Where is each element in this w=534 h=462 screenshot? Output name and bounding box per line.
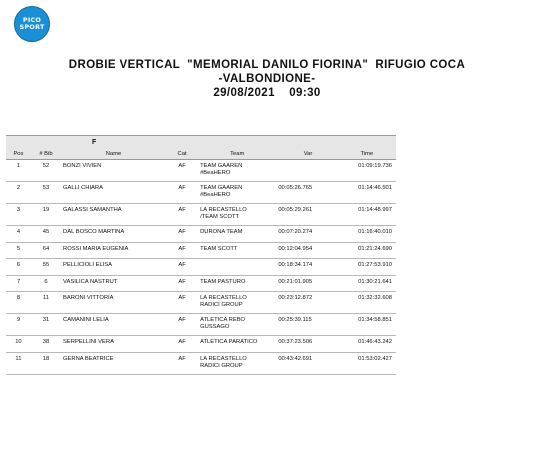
cell-var: 00:43:42.691 [276,352,339,374]
cell-bib: 53 [31,182,61,204]
cell-var: 00:21:01.905 [276,275,339,292]
cell-cat: AF [166,259,198,276]
cell-pos: 7 [6,275,31,292]
team-line: ATLETICA REBO [200,317,246,323]
team-line: #BeaHERO [200,170,231,176]
cell-bib: 64 [31,242,61,259]
col-header-team: Team [198,149,276,160]
cell-time: 01:14:48.997 [340,204,396,226]
cell-time: 01:30:21.641 [340,275,396,292]
cell-var: 00:23:12.872 [276,292,339,314]
cell-team [198,204,276,226]
team-line: LA RECASTELLO [200,207,247,213]
cell-time: 01:16:40.010 [340,226,396,243]
col-header-var: Var [276,149,339,160]
col-header-time: Time [340,149,396,160]
cell-var: 00:05:26.765 [276,182,339,204]
cell-cat: AF [166,226,198,243]
cell-cat: AF [166,182,198,204]
cell-name: DAL BOSCO MARTINA [61,226,166,243]
cell-var: 00:18:34.174 [276,259,339,276]
cell-time: 01:21:24.690 [340,242,396,259]
cell-var: 00:37:23.506 [276,336,339,353]
team-line: LA RECASTELLO [200,355,247,362]
cell-name: BONZI VIVIEN [61,160,166,182]
cell-team [198,242,276,259]
team-line: DURONA TEAM [200,229,243,235]
team-line: GUSSAGO [200,324,230,330]
cell-name: GALLI CHIARA [61,182,166,204]
cell-var: 00:25:39.115 [276,314,339,336]
cell-name: VASILICA NASTRUT [61,275,166,292]
gender-group-row [6,136,396,150]
cell-name: BARONI VITTORIA [61,292,166,314]
cell-pos: 1 [6,160,31,182]
cell-cat: AF [166,352,198,374]
cell-time: 01:34:58.851 [340,314,396,336]
cell-team [198,275,276,292]
team-line: RADICI GROUP [200,362,243,369]
team-line: TEAM GAAREN [200,185,243,191]
cell-cat: AF [166,336,198,353]
table-row [6,160,396,182]
cell-pos: 8 [6,292,31,314]
team-line: /TEAM SCOTT [200,214,240,220]
results-body [6,160,396,375]
table-row [6,336,396,353]
team-line: ATLETICA PARATICO [200,339,258,345]
cell-time: 01:14:46.501 [340,182,396,204]
cell-name: GERNA BEATRICE [61,352,166,374]
cell-cat: AF [166,292,198,314]
cell-time: 01:32:32.608 [340,292,396,314]
cell-pos: 6 [6,259,31,276]
table-row [6,226,396,243]
cell-bib: 19 [31,204,61,226]
cell-team [198,352,276,374]
col-header-name: Name [61,149,166,160]
cell-var: 00:07:20.274 [276,226,339,243]
team-line: TEAM GAAREN [200,163,243,169]
pico-sport-logo [14,6,50,42]
col-header-bib: # Bib [31,149,61,160]
gender-label: F [6,136,396,150]
table-row [6,292,396,314]
cell-cat: AF [166,242,198,259]
table-row [6,352,396,374]
cell-time: 01:27:53.910 [340,259,396,276]
cell-team [198,259,276,276]
cell-team [198,160,276,182]
cell-bib: 18 [31,352,61,374]
event-title: DROBIE VERTICAL "MEMORIAL DANILO FIORINA" RIFUGIO COCA [68,59,466,71]
cell-bib: 31 [31,314,61,336]
cell-pos: 11 [6,352,31,374]
cell-bib: 11 [31,292,61,314]
cell-pos: 9 [6,314,31,336]
cell-cat: AF [166,314,198,336]
cell-pos: 5 [6,242,31,259]
cell-time: 01:09:19.736 [340,160,396,182]
cell-bib: 38 [31,336,61,353]
team-line: TEAM PASTURO [200,278,246,285]
cell-name: PELLICIOLI ELISA [61,259,166,276]
table-row [6,259,396,276]
cell-pos: 10 [6,336,31,353]
table-header-row [6,149,396,160]
cell-name: GALASSI SAMANTHA [61,204,166,226]
cell-time: 01:53:02.427 [340,352,396,374]
cell-team [198,292,276,314]
cell-pos: 4 [6,226,31,243]
cell-var: 00:12:04.954 [276,242,339,259]
table-row [6,275,396,292]
event-location: -VALBONDIONE- [218,73,316,85]
cell-var [276,160,339,182]
cell-bib: 52 [31,160,61,182]
team-line: TEAM SCOTT [200,245,238,252]
cell-team [198,314,276,336]
logo-text-line2: SPORT [19,23,45,31]
cell-bib: 55 [31,259,61,276]
cell-bib: 6 [31,275,61,292]
table-row [6,182,396,204]
logo-text-line1: PICO [22,16,42,24]
cell-pos: 3 [6,204,31,226]
cell-team [198,336,276,353]
event-date-time: 29/08/2021 09:30 [213,87,321,99]
cell-team [198,182,276,204]
table-row [6,204,396,226]
col-header-cat: Cat [166,149,198,160]
event-header [0,58,534,100]
table-row [6,242,396,259]
cell-var: 00:05:29.261 [276,204,339,226]
results-table [6,135,396,375]
team-line: RADICI GROUP [200,302,243,308]
table-row [6,314,396,336]
col-header-pos: Pos [6,149,31,160]
team-line: #BeaHERO [200,192,231,198]
cell-name: SERPELLINI VERA [61,336,166,353]
cell-name: ROSSI MARIA EUGENIA [61,242,166,259]
cell-cat: AF [166,160,198,182]
cell-name: CAMANINI LELIA [61,314,166,336]
cell-time: 01:46:43.242 [340,336,396,353]
cell-pos: 2 [6,182,31,204]
cell-bib: 45 [31,226,61,243]
cell-team [198,226,276,243]
team-line: LA RECASTELLO [200,295,247,301]
cell-cat: AF [166,204,198,226]
cell-cat: AF [166,275,198,292]
